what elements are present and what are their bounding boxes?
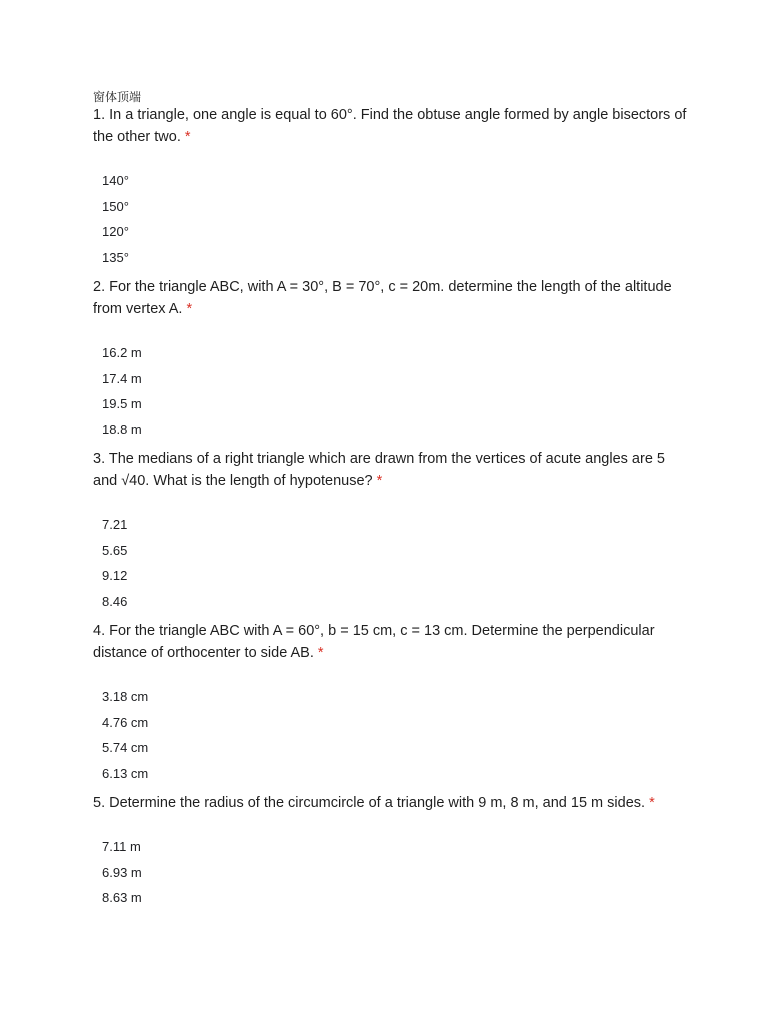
option-item[interactable]: 5.65 bbox=[102, 542, 128, 558]
option-item[interactable]: 16.2 m bbox=[102, 345, 142, 360]
question-text: 2. For the triangle ABC, with A = 30°, B = 70°, c = 20m. determine the length of the altitude from vertex A. * bbox=[93, 279, 672, 317]
question-text: 3. The medians of a right triangle which are drawn from the vertices of acute angles are 5 and √40. What is the length of hypotenuse? * bbox=[93, 451, 665, 489]
options-list bbox=[93, 512, 693, 615]
option-item[interactable]: 17.4 m bbox=[102, 370, 142, 386]
required-asterisk: * bbox=[317, 645, 324, 661]
option-item[interactable]: 8.63 m bbox=[102, 890, 142, 906]
option-item[interactable]: 140° bbox=[102, 173, 129, 188]
question-text: 4. For the triangle ABC with A = 60°, b = 15 cm, c = 13 cm. Determine the perpendicular distance of orthocenter to side AB. * bbox=[93, 623, 655, 661]
option-item[interactable]: 3.18 cm bbox=[102, 689, 149, 704]
question-3 bbox=[93, 448, 693, 615]
option-item[interactable]: 19.5 m bbox=[102, 396, 142, 412]
option-item[interactable]: 150° bbox=[102, 198, 129, 214]
options-list bbox=[93, 340, 693, 443]
question-1 bbox=[93, 104, 693, 271]
question-4 bbox=[93, 620, 693, 787]
option-item[interactable]: 18.8 m bbox=[102, 422, 142, 438]
options-list bbox=[93, 834, 693, 911]
option-item[interactable]: 7.11 m bbox=[102, 839, 141, 854]
question-text: 1. In a triangle, one angle is equal to 60°. Find the obtuse angle formed by angle bisectors of the other two. * bbox=[93, 107, 687, 145]
option-item[interactable]: 6.93 m bbox=[102, 864, 142, 880]
option-item[interactable]: 4.76 cm bbox=[102, 714, 149, 730]
option-item[interactable]: 5.74 cm bbox=[102, 740, 149, 756]
option-item[interactable]: 120° bbox=[102, 224, 129, 240]
required-asterisk: * bbox=[186, 301, 193, 317]
question-2 bbox=[93, 276, 693, 443]
option-item[interactable]: 9.12 bbox=[102, 568, 128, 584]
form-top-label: 窗体顶端 bbox=[93, 90, 142, 104]
question-text: 5. Determine the radius of the circumcircle of a triangle with 9 m, 8 m, and 15 m sides. * bbox=[93, 795, 655, 811]
option-item[interactable]: 8.46 bbox=[102, 594, 128, 610]
options-list bbox=[93, 684, 693, 787]
required-asterisk: * bbox=[184, 129, 191, 145]
required-asterisk: * bbox=[376, 473, 383, 489]
required-asterisk: * bbox=[649, 795, 655, 811]
options-list bbox=[93, 168, 693, 271]
option-item[interactable]: 135° bbox=[102, 250, 129, 266]
question-5 bbox=[93, 792, 693, 911]
option-item[interactable]: 6.13 cm bbox=[102, 766, 149, 782]
option-item[interactable]: 7.21 bbox=[102, 517, 128, 532]
